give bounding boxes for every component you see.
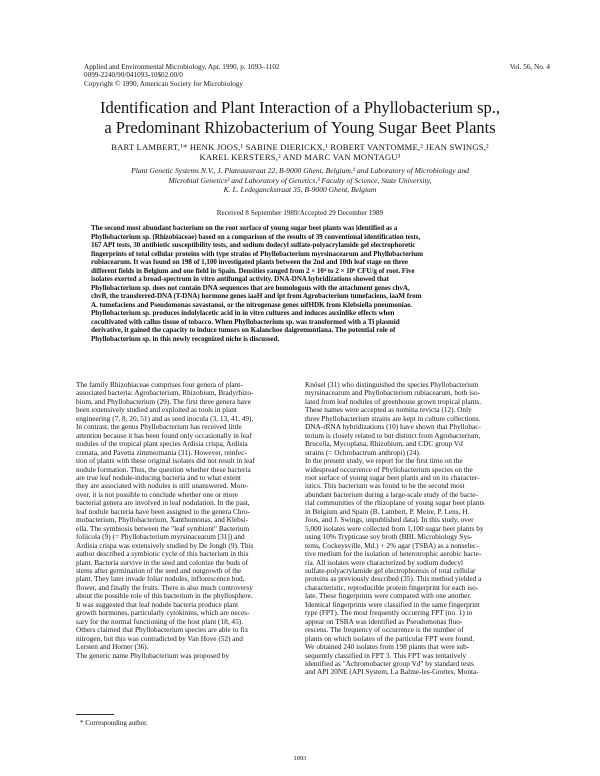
body-text-line: using 10% Trypticase soy broth (BBL Microbiology Sys-: [305, 533, 473, 542]
affiliations: [70, 166, 530, 195]
body-text-line: been extensively studied and exploited as tools in plant: [76, 406, 237, 415]
abstract-line: Phyllobacterium sp. (Rhizobiaceae) based on a comparison of the results of 39 conventional identification tests,: [91, 232, 421, 241]
body-text-line: 5,000 isolates were collected from 1,100 sugar beet plants by: [305, 524, 484, 533]
author-line: KAREL KERSTERS,² AND MARC VAN MONTAGU³: [199, 152, 401, 163]
body-text-line: leaf nodule bacteria have been assigned to the genera Chro-: [76, 507, 251, 516]
body-text-line: The generic name Phyllobacterium was proposed by: [76, 651, 230, 660]
body-text-line: crenata, and Pavetta zimmermania (31). However, reinfec-: [76, 448, 247, 457]
abstract-line: Phyllobacterium sp. produces indolylacetic acid in in vitro cultures and induces auxinlike effects when: [91, 309, 395, 317]
body-text-line: flower, and finally the fruits. There is also much controversy: [76, 583, 253, 592]
body-text-line: rial communities of the rhizoplane of young sugar beet plants: [305, 499, 485, 508]
body-text-line: abundant bacterium during a large-scale study of the bacte-: [305, 490, 478, 499]
body-text-line: The family Rhizobiaceae comprises four genera of plant-: [76, 381, 243, 389]
author-line: BART LAMBERT,¹* HENK JOOS,¹ SABINE DIERICKX,¹ ROBERT VANTOMME,² JEAN SWINGS,²: [111, 142, 489, 152]
abstract-line: different fields in Belgium and one field in Spain. Densities ranged from 2 × 10⁴ to 2 × 10⁶ CFU/g of root. Five: [91, 266, 415, 275]
body-text-line: three Phyllobacterium strains are kept in culture collections.: [305, 414, 481, 423]
body-text-line: bacterial genera are involved in leaf nodulation. In the past,: [76, 499, 250, 508]
abstract-line: chvB, the transferred-DNA (T-DNA) hormone genes iaaH and ipt from Agrobacterium tumefaciens, iaaM from: [91, 292, 422, 300]
body-text-line: mobacterium, Phyllobacterium, Xanthomonas, and Klebsi-: [76, 516, 249, 525]
affiliation-line: K. L. Ledeganckstraat 35, B-9000 Ghent, Belgium: [223, 185, 377, 194]
body-text-line: proteins as previously described (35). This method yielded a: [305, 575, 482, 584]
page-number: 1093: [293, 755, 307, 762]
body-text-line: late. These fingerprints were compared with one another.: [305, 592, 472, 601]
body-text-line: identified as "Achromobacter group Vd" by standard tests: [305, 659, 474, 668]
body-text-line: Brucella, Mycoplana, Rhizobium, and CDC group Vd: [305, 440, 463, 449]
body-text-line: Lersten and Horner (36).: [76, 643, 149, 652]
corresponding-author-footnote: * Corresponding author.: [80, 719, 148, 727]
footnote-divider: [76, 714, 114, 715]
body-text-line: sequently classified in FPT 3. This FPT was tentatively: [305, 651, 467, 660]
abstract-line: A. tumefaciens and Pseudomonas savastanoi, or the nitrogenase genes nifHDK from Klebsiella pneumoniae.: [91, 300, 413, 309]
body-text-line: In the present study, we report for the first time on the: [305, 457, 463, 466]
abstract: [91, 224, 509, 343]
body-text-line: and API 20NE (API System, La Balme-les-Grottes, Monta-: [305, 668, 479, 677]
abstract-line: fingerprints of total cellular proteins with type strains of Phyllobacterium myrsinacearum and Phyllobacterium: [91, 249, 423, 258]
body-text-line: author described a symbiotic cycle of this bacterium in this: [76, 550, 249, 559]
affiliation-line: Microbial Genetics² and Laboratory of Genetics,³ Faculty of Science, State University,: [168, 175, 432, 185]
body-text-line: root surface of young sugar beet plants and on its character-: [305, 473, 480, 482]
body-text-line: rescens. The frequency of occurrence is the number of: [305, 626, 464, 635]
abstract-line: derivative, it gained the capacity to induce tumors on Kalanchoe daigremontiana. The potential role of: [91, 326, 396, 334]
body-text-line: tems, Cockeysville, Md.) + 2% agar (TSBA) as a nonselec-: [305, 541, 479, 550]
body-text-line: sulfate-polyacrylamide gel electrophoresis of total cellular: [305, 566, 476, 575]
journal-code: 0099-2240/90/041093-10$02.00/0: [84, 71, 183, 80]
body-text-line: they are associated with nodules is still unanswered. More-: [76, 482, 249, 491]
body-text-line: DNA-rRNA hybridizations (10) have shown that Phyllobac-: [305, 423, 481, 432]
body-text-line: attention because it has been found only occasionally in leaf: [76, 431, 252, 440]
body-text-line: growth hormones, particularly cytokinins, which are neces-: [76, 609, 250, 618]
body-text-line: Knösel (31) who distinguished the species Phyllobacterium: [305, 381, 479, 389]
copyright-line: Copyright © 1990, American Society for Microbiology: [84, 79, 243, 88]
author-list: [60, 142, 540, 163]
body-text-line: characteristic, reproducible protein fingerprint for each iso-: [305, 583, 479, 592]
body-text-line: In contrast, the genus Phyllobacterium has received little: [76, 423, 242, 432]
body-text-line: ella. The symbiosis between the "leaf symbiont" Bacterium: [76, 524, 250, 533]
title-line: a Predominant Rhizobacterium of Young Sugar Beet Plants: [104, 117, 496, 137]
received-dates: Received 8 September 1989/Accepted 29 December 1989: [216, 209, 384, 217]
body-text-line: bium, and Phyllobacterium (29). The first three genera have: [76, 397, 251, 406]
journal-header: [84, 63, 384, 88]
body-text-line: in Belgium and Spain (B. Lambert, P. Meire, P. Lens, H.: [305, 507, 470, 516]
body-text-line: plants on which isolates of the particular FPT were found.: [305, 634, 475, 643]
article-title: [60, 98, 540, 137]
body-text-line: It was suggested that leaf nodule bacteria produce plant: [76, 600, 239, 609]
body-text-line: nitrogen, but this was contradicted by Van Hove (52) and: [76, 634, 243, 643]
body-text-line: sary for the normal functioning of the host plant (18, 45).: [76, 617, 243, 626]
body-text-line: Identical fingerprints were classified in the same fingerprint: [305, 600, 480, 609]
body-text-line: Ardisia crispa was extensively studied by De Jongh (9). This: [76, 541, 254, 550]
body-text-line: about the possible role of this bacterium in the phyllosphere.: [76, 592, 253, 601]
body-text-line: tion of plants with these original isolates did not result in leaf: [76, 457, 255, 466]
body-text-line: widespread occurrence of Phyllobacterium species on the: [305, 465, 473, 474]
body-text-line: nodule formation. Thus, the question whether these bacteria: [76, 465, 251, 474]
abstract-line: cocultivated with callus tissue of tobacco. When Phyllobacterium sp. was transformed with a Ti plasmid: [91, 317, 400, 326]
body-text-line: engineering (7, 8, 20, 51) and as seed inocula (3, 13, 41, 49).: [76, 414, 254, 423]
volume-label: Vol. 56, No. 4: [509, 63, 550, 71]
body-text-line: istics. This bacterium was found to be the second most: [305, 482, 465, 491]
body-left-column: [76, 381, 298, 660]
journal-citation: Applied and Environmental Microbiology, Apr. 1990, p. 1093–1102: [84, 63, 280, 71]
abstract-line: Phyllobacterium sp. in this newly recognized niche is discussed.: [91, 334, 280, 343]
abstract-line: 167 API tests, 30 antibiotic susceptibility tests, and sodium dodecyl sulfate-polyacrylamide gel electrophoretic: [91, 241, 416, 249]
body-text-line: are true leaf nodule-inducing bacteria and to what extent: [76, 473, 241, 482]
body-text-line: ria. All isolates were characterized by sodium dodecyl: [305, 558, 464, 567]
abstract-line: The second most abundant bacterium on the root surface of young sugar beet plants was identified as a: [91, 224, 398, 232]
body-text-line: These names were accepted as nomina revicta (12). Only: [305, 406, 472, 415]
body-text-line: associated bacteria: Agrobacterium, Rhizobium, Bradyrhizo-: [76, 389, 254, 398]
body-text-line: nodules of the tropical plant species Ardisia crispa, Ardisia: [76, 440, 248, 449]
body-text-line: Others claimed that Phyllobacterium species are able to fix: [76, 626, 249, 635]
abstract-line: isolates exerted a broad-spectrum in vitro antifungal activity. DNA-DNA hybridizations showed that: [91, 275, 389, 283]
affiliation-line: Plant Genetic Systems N.V., J. Plateaustraat 22, B-9000 Ghent, Belgium,¹ and Laboratory of Microbiology and: [131, 166, 469, 175]
body-text-line: tive medium for the isolation of heterotrophic aerobic bacte-: [305, 550, 482, 559]
body-text-line: lated from leaf nodules of greenhouse grown tropical plants.: [305, 397, 482, 406]
body-text-line: terium is closely related to but distinct from Agrobacterium,: [305, 431, 481, 440]
body-text-line: myrsinacearum and Phyllobacterium rubiacearum, both iso-: [305, 389, 481, 398]
body-text-line: Joos, and J. Swings, unpublished data). In this study, over: [305, 516, 474, 525]
abstract-line: rubiacearum. It was found on 198 of 1,100 investigated plants between the 2nd and 10th leaf stage on three: [91, 258, 408, 266]
body-text-line: over, it is not possible to conclude whether one or more: [76, 490, 239, 499]
body-text-line: We obtained 240 isolates from 198 plants that were sub-: [305, 643, 470, 652]
body-right-column: [305, 381, 527, 677]
abstract-line: Phyllobacterium sp. does not contain DNA sequences that are homologous with the attachment genes chvA,: [91, 283, 410, 292]
body-text-line: plant. They later invade foliar nodules, inflorescence bud,: [76, 575, 245, 584]
body-text-line: foliicola (9) (= Phyllobacterium myrsinacearum [31]) and: [76, 533, 245, 542]
body-text-line: appear on TSBA was identified as Pseudomonas fluo-: [305, 617, 463, 626]
title-line: Identification and Plant Interaction of a Phyllobacterium sp.,: [99, 98, 500, 117]
body-text-line: plant. Bacteria survive in the seed and colonize the buds of: [76, 558, 249, 567]
body-text-line: type (FPT). The most frequently occurring FPT (no. 1) to: [305, 609, 473, 618]
body-text-line: strains (= Ochrobactrum anthropi) (24).: [305, 448, 421, 457]
body-text-line: stems after germination of the seed and outgrowth of the: [76, 566, 242, 575]
